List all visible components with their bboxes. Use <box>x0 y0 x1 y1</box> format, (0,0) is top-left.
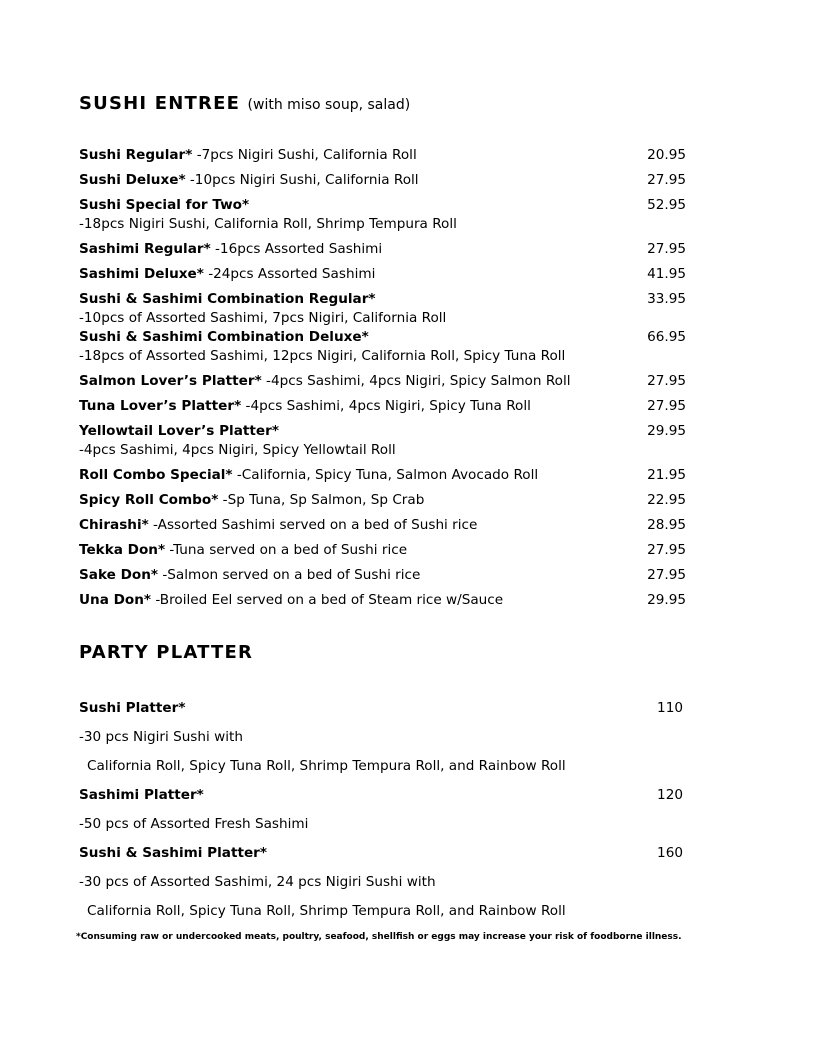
entree-item <box>79 372 686 391</box>
entree-item <box>79 566 686 585</box>
entree-item-name: Tuna Lover’s Platter* <box>79 398 242 414</box>
entree-item-desc: -7pcs Nigiri Sushi, California Roll <box>192 147 417 163</box>
entree-item-name: Sushi & Sashimi Combination Deluxe* <box>79 329 369 345</box>
entree-item <box>79 328 686 366</box>
entree-item-desc: -10pcs Nigiri Sushi, California Roll <box>185 172 419 188</box>
entree-item-line <box>79 290 686 309</box>
entree-item-desc-2: -4pcs Sashimi, 4pcs Nigiri, Spicy Yellowtail Roll <box>79 442 396 458</box>
entree-item-line <box>79 146 686 165</box>
entree-item-name: Roll Combo Special* <box>79 467 233 483</box>
entree-item-name: Sake Don* <box>79 567 159 583</box>
entree-item-desc-2: -18pcs Nigiri Sushi, California Roll, Shrimp Tempura Roll <box>79 216 457 232</box>
entree-item-desc-2: -18pcs of Assorted Sashimi, 12pcs Nigiri, California Roll, Spicy Tuna Roll <box>79 348 566 364</box>
entree-item-name: Yellowtail Lover’s Platter* <box>79 423 279 439</box>
entree-item <box>79 146 686 165</box>
entree-item-name: Tekka Don* <box>79 542 166 558</box>
entree-item-price: 29.95 <box>647 423 686 439</box>
entree-item-name: Salmon Lover’s Platter* <box>79 373 262 389</box>
entree-item-name: Chirashi* <box>79 517 149 533</box>
sushi-entree-heading <box>79 93 410 114</box>
entree-item <box>79 290 686 328</box>
entree-item-price: 66.95 <box>647 329 686 345</box>
entree-item-desc: -4pcs Sashimi, 4pcs Nigiri, Spicy Tuna Roll <box>241 398 531 414</box>
entree-item <box>79 422 686 460</box>
entree-item-price: 52.95 <box>647 197 686 213</box>
entree-item-price: 27.95 <box>647 373 686 389</box>
entree-item-price: 22.95 <box>647 492 686 508</box>
entree-item-name: Sashimi Deluxe* <box>79 266 204 282</box>
entree-item-desc: -16pcs Assorted Sashimi <box>210 241 383 257</box>
combo-platter-price: 160 <box>657 845 683 861</box>
sashimi-platter-price: 120 <box>657 787 683 803</box>
party-platter-heading: PARTY PLATTER <box>79 642 254 663</box>
entree-item-line <box>79 541 686 560</box>
entree-item-price: 21.95 <box>647 467 686 483</box>
entree-item-price: 27.95 <box>647 542 686 558</box>
sushi-entree-subtitle: (with miso soup, salad) <box>247 97 411 113</box>
entree-item-line <box>79 328 686 347</box>
entree-item-line <box>79 171 686 190</box>
entree-item-desc: -California, Spicy Tuna, Salmon Avocado Roll <box>232 467 539 483</box>
entree-item-price: 27.95 <box>647 398 686 414</box>
entree-item-price: 20.95 <box>647 147 686 163</box>
entree-item-desc: -Broiled Eel served on a bed of Steam rice w/Sauce <box>151 592 504 608</box>
sushi-platter-desc-1: -30 pcs Nigiri Sushi with <box>79 729 243 745</box>
entree-item-line <box>79 591 686 610</box>
entree-item-price: 27.95 <box>647 172 686 188</box>
entree-item-desc-2: -10pcs of Assorted Sashimi, 7pcs Nigiri, California Roll <box>79 310 447 326</box>
entree-item <box>79 516 686 535</box>
entree-item-desc: -Tuna served on a bed of Sushi rice <box>165 542 408 558</box>
entree-item-name: Sushi Deluxe* <box>79 172 186 188</box>
combo-platter-name: Sushi & Sashimi Platter* <box>79 845 267 861</box>
sushi-platter-desc-2: California Roll, Spicy Tuna Roll, Shrimp Tempura Roll, and Rainbow Roll <box>87 758 566 774</box>
entree-item <box>79 240 686 259</box>
sushi-platter-name: Sushi Platter* <box>79 700 186 716</box>
entree-item <box>79 541 686 560</box>
entree-item-line <box>79 372 686 391</box>
entree-item <box>79 171 686 190</box>
entree-item-desc: -Assorted Sashimi served on a bed of Sushi rice <box>148 517 478 533</box>
entree-item <box>79 491 686 510</box>
entree-item-price: 29.95 <box>647 592 686 608</box>
sushi-entree-title: SUSHI ENTREE <box>79 93 241 114</box>
entree-item-line <box>79 422 686 441</box>
entree-item-name: Spicy Roll Combo* <box>79 492 219 508</box>
entree-item <box>79 466 686 485</box>
entree-item-name: Sushi & Sashimi Combination Regular* <box>79 291 376 307</box>
entree-item-line <box>79 196 686 215</box>
entree-item-line <box>79 466 686 485</box>
entree-item-line <box>79 397 686 416</box>
entree-item-name: Sushi Regular* <box>79 147 193 163</box>
entree-item-price: 28.95 <box>647 517 686 533</box>
entree-item-desc: -4pcs Sashimi, 4pcs Nigiri, Spicy Salmon Roll <box>261 373 571 389</box>
entree-item <box>79 265 686 284</box>
entree-item-desc: -Salmon served on a bed of Sushi rice <box>158 567 421 583</box>
entree-item <box>79 591 686 610</box>
entree-item-line <box>79 566 686 585</box>
entree-item-line <box>79 516 686 535</box>
sashimi-platter-desc-1: -50 pcs of Assorted Fresh Sashimi <box>79 816 309 832</box>
entree-item-price: 41.95 <box>647 266 686 282</box>
raw-food-footnote: *Consuming raw or undercooked meats, poultry, seafood, shellfish or eggs may increase your risk of foodborne illness. <box>76 932 682 942</box>
entree-item-line <box>79 265 686 284</box>
entree-item-name: Sushi Special for Two* <box>79 197 250 213</box>
entree-item <box>79 196 686 234</box>
entree-item-price: 33.95 <box>647 291 686 307</box>
entree-item-price: 27.95 <box>647 567 686 583</box>
combo-platter-desc-1: -30 pcs of Assorted Sashimi, 24 pcs Nigiri Sushi with <box>79 874 436 890</box>
entree-item-desc: -24pcs Assorted Sashimi <box>203 266 376 282</box>
entree-item-desc: -Sp Tuna, Sp Salmon, Sp Crab <box>218 492 425 508</box>
entree-item-line <box>79 491 686 510</box>
entree-item-name: Una Don* <box>79 592 152 608</box>
entree-item-name: Sashimi Regular* <box>79 241 211 257</box>
sashimi-platter-name: Sashimi Platter* <box>79 787 204 803</box>
entree-item <box>79 397 686 416</box>
combo-platter-desc-2: California Roll, Spicy Tuna Roll, Shrimp Tempura Roll, and Rainbow Roll <box>87 903 566 919</box>
sushi-platter-price: 110 <box>657 700 683 716</box>
entree-item-line <box>79 240 686 259</box>
entree-item-price: 27.95 <box>647 241 686 257</box>
